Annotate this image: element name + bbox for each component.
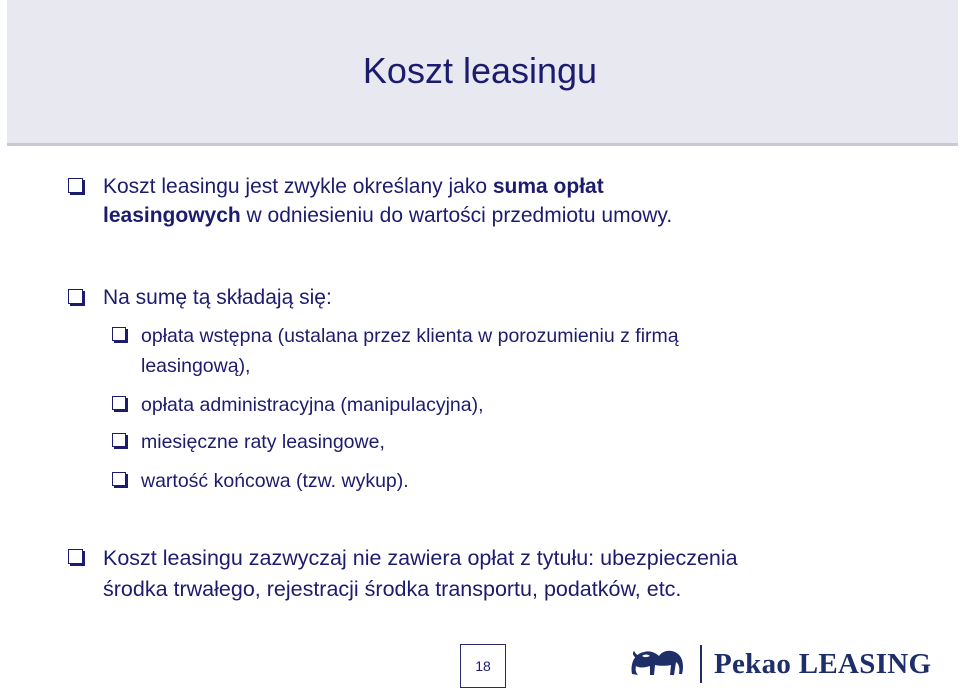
bullet-3	[68, 543, 738, 605]
logo-text: Pekao LEASING	[714, 647, 932, 680]
checkbox-bullet-icon	[112, 396, 126, 410]
bullet-1-text: Koszt leasingu jest zwykle określany jako suma opłat leasingowych w odniesieniu do wartości przedmiotu umowy.	[103, 175, 673, 227]
sub-bullet-3-text: miesięczne raty leasingowe,	[141, 431, 385, 453]
sub-bullet-2	[112, 390, 484, 420]
bullet-3-text: Koszt leasingu zazwyczaj nie zawiera opłat z tytułu: ubezpieczenia środka trwałego, rejestracji środka transportu, podatków, etc.	[103, 546, 738, 601]
sub-bullet-3	[112, 427, 385, 457]
sub-bullet-1-text: opłata wstępna (ustalana przez klienta w porozumieniu z firmą leasingową),	[141, 325, 679, 377]
slide-title: Koszt leasingu	[362, 50, 598, 91]
bullet-2	[68, 283, 332, 312]
checkbox-bullet-icon	[68, 549, 83, 564]
sub-bullet-2-text: opłata administracyjna (manipulacyjna),	[141, 394, 484, 416]
checkbox-bullet-icon	[68, 178, 83, 193]
checkbox-bullet-icon	[112, 433, 126, 447]
checkbox-bullet-icon	[112, 327, 126, 341]
logo-separator	[700, 645, 702, 683]
sub-bullet-4-text: wartość końcowa (tzw. wykup).	[141, 470, 409, 492]
pekao-leasing-logo	[626, 644, 931, 684]
sub-bullet-4	[112, 466, 409, 496]
bullet-2-text: Na sumę tą składają się:	[103, 286, 332, 309]
bullet-1	[68, 172, 672, 230]
bison-icon	[626, 644, 690, 684]
sub-bullet-1	[112, 321, 679, 381]
page-number: 18	[460, 644, 506, 688]
checkbox-bullet-icon	[112, 472, 126, 486]
checkbox-bullet-icon	[68, 289, 83, 304]
